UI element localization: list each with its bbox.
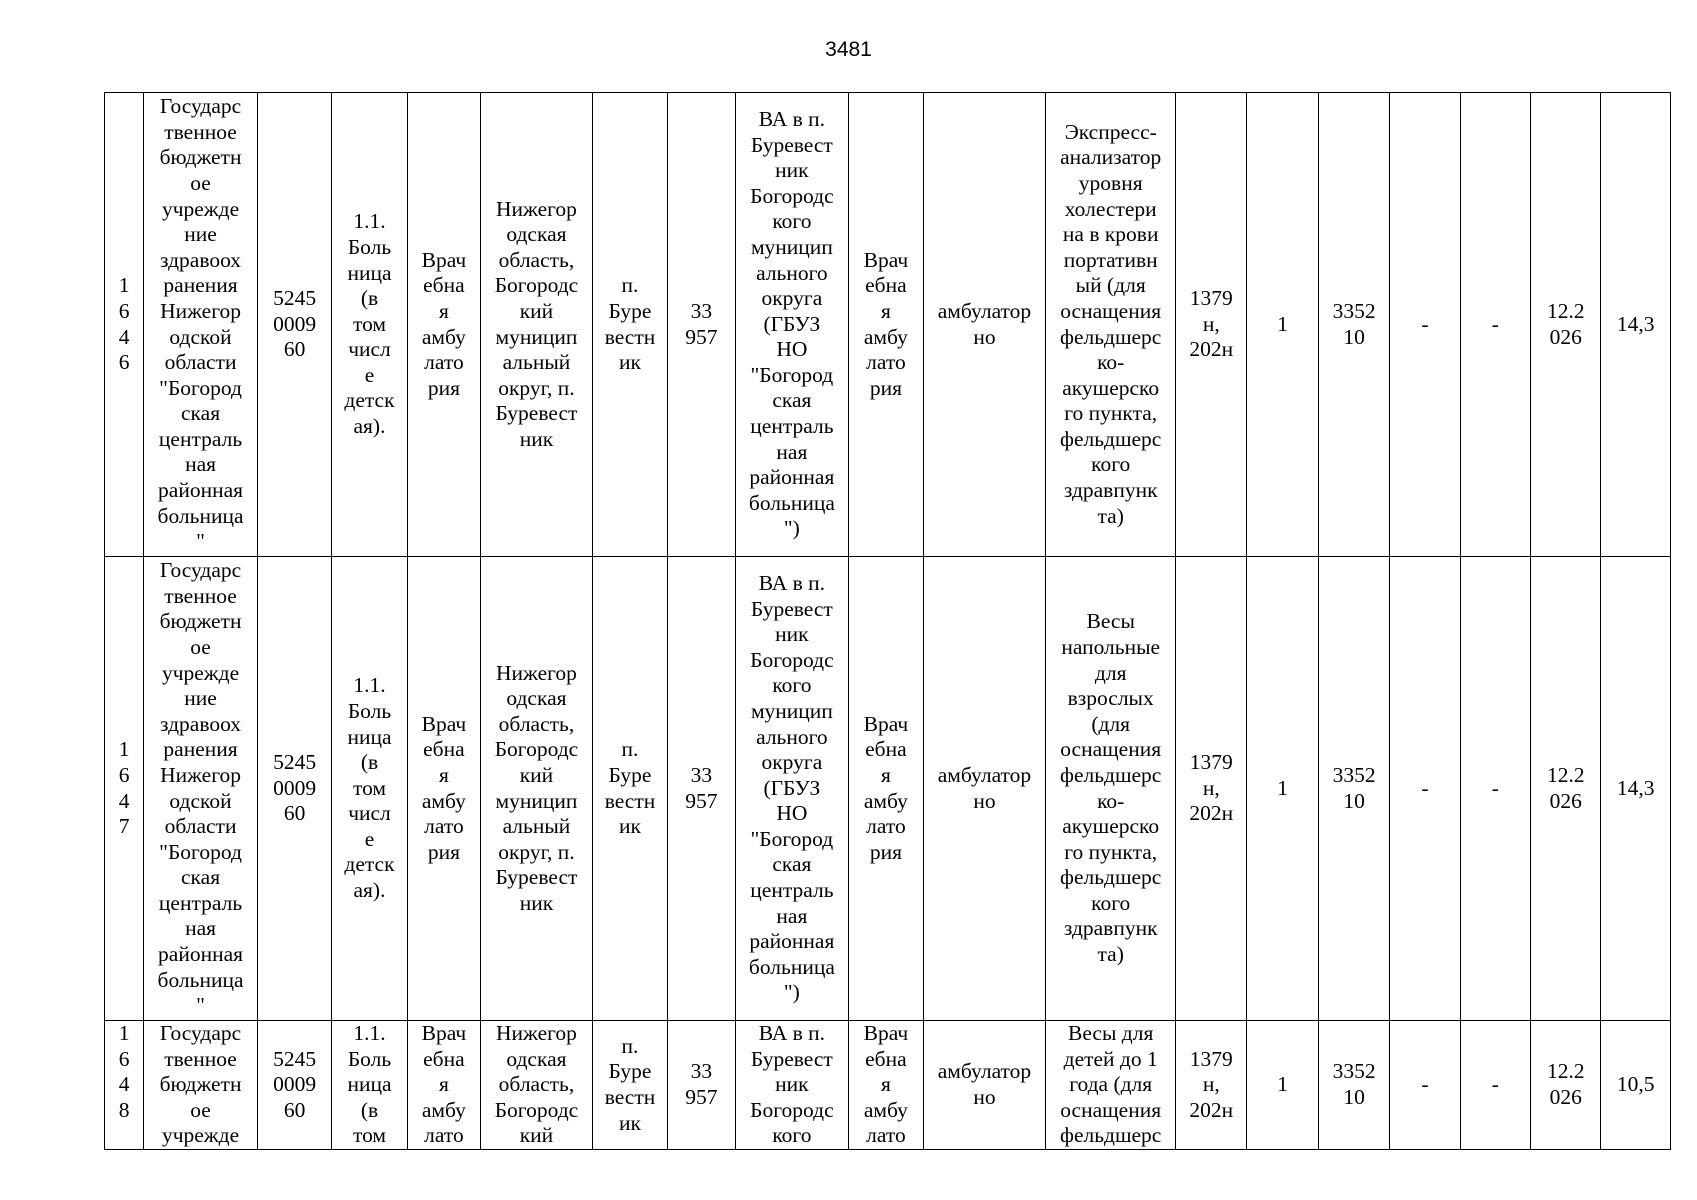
unit-name: ВА в п. Буревест ник Богородс кого муницип ального округа (ГБУЗ НО "Богород ская централь ная районная больница ") [735,557,849,1021]
column-dash-2: - [1460,1021,1530,1150]
organization-name: Государс твенное бюджетн ое учрежде ние здравоох ранения Нижегор одской области "Богород ская централь ная районная больница " [144,557,258,1021]
column-dash-1: - [1390,93,1460,557]
equipment-name: Весы для детей до 1 года (для оснащения фельдшерс [1046,1021,1176,1150]
organization-name: Государс твенное бюджетн ое учрежде [144,1021,258,1150]
unit-name: ВА в п. Буревест ник Богородс кого муницип ального округа (ГБУЗ НО "Богород ская централь ная районная больница ") [735,93,849,557]
unit-type: Врач ебна я амбу лато [849,1021,923,1150]
equipment-name: Весы напольные для взрослых (для оснащения фельдшерс ко- акушерско го пункта, фельдшерс кого здравпунк та) [1046,557,1176,1021]
quantity: 1 [1247,1021,1318,1150]
locality: п. Буре вестн ик [592,557,667,1021]
facility-type: Врач ебна я амбу лато рия [407,93,480,557]
okpd-code: 3352 10 [1318,93,1389,557]
care-form: амбулатор но [923,557,1046,1021]
organization-category: 1.1. Боль ница (в том [332,1021,407,1150]
column-dash-1: - [1390,557,1460,1021]
equipment-table [104,92,1671,1150]
column-dash-1: - [1390,1021,1460,1150]
order-number: 1379 н, 202н [1176,557,1247,1021]
care-form: амбулатор но [923,93,1046,557]
organization-category: 1.1. Боль ница (в том числ е детск ая). [332,557,407,1021]
facility-address: Нижегор одская область, Богородс кий [481,1021,593,1150]
postal-code: 33 957 [668,557,735,1021]
column-dash-2: - [1460,557,1530,1021]
row-number: 1 6 4 6 [105,93,144,557]
postal-code: 33 957 [668,1021,735,1150]
row-number: 1 6 4 8 [105,1021,144,1150]
amount: 14,3 [1601,557,1671,1021]
row-number: 1 6 4 7 [105,557,144,1021]
table-row [105,1021,1671,1150]
order-number: 1379 н, 202н [1176,1021,1247,1150]
locality: п. Буре вестн ик [592,1021,667,1150]
facility-type: Врач ебна я амбу лато рия [407,557,480,1021]
unit-type: Врач ебна я амбу лато рия [849,93,923,557]
amount: 10,5 [1601,1021,1671,1150]
unit-name: ВА в п. Буревест ник Богородс кого [735,1021,849,1150]
organization-name: Государс твенное бюджетн ое учрежде ние здравоох ранения Нижегор одской области "Богород ская централь ная районная больница " [144,93,258,557]
locality: п. Буре вестн ик [592,93,667,557]
table-row [105,93,1671,557]
table-row [105,557,1671,1021]
quantity: 1 [1247,93,1318,557]
postal-code: 33 957 [668,93,735,557]
organization-code: 5245 0009 60 [257,93,331,557]
unit-type: Врач ебна я амбу лато рия [849,557,923,1021]
page-number: 3481 [825,38,872,61]
amount: 14,3 [1601,93,1671,557]
organization-code: 5245 0009 60 [257,557,331,1021]
date: 12.2 026 [1531,1021,1601,1150]
okpd-code: 3352 10 [1318,1021,1389,1150]
organization-category: 1.1. Боль ница (в том числ е детск ая). [332,93,407,557]
order-number: 1379 н, 202н [1176,93,1247,557]
organization-code: 5245 0009 60 [257,1021,331,1150]
care-form: амбулатор но [923,1021,1046,1150]
okpd-code: 3352 10 [1318,557,1389,1021]
date: 12.2 026 [1531,93,1601,557]
column-dash-2: - [1460,93,1530,557]
facility-address: Нижегор одская область, Богородс кий муницип альный округ, п. Буревест ник [481,93,593,557]
equipment-name: Экспресс- анализатор уровня холестери на в крови портативн ый (для оснащения фельдшерс ко- акушерско го пункта, фельдшерс кого здравпунк та) [1046,93,1176,557]
quantity: 1 [1247,557,1318,1021]
facility-address: Нижегор одская область, Богородс кий муницип альный округ, п. Буревест ник [481,557,593,1021]
facility-type: Врач ебна я амбу лато [407,1021,480,1150]
date: 12.2 026 [1531,557,1601,1021]
